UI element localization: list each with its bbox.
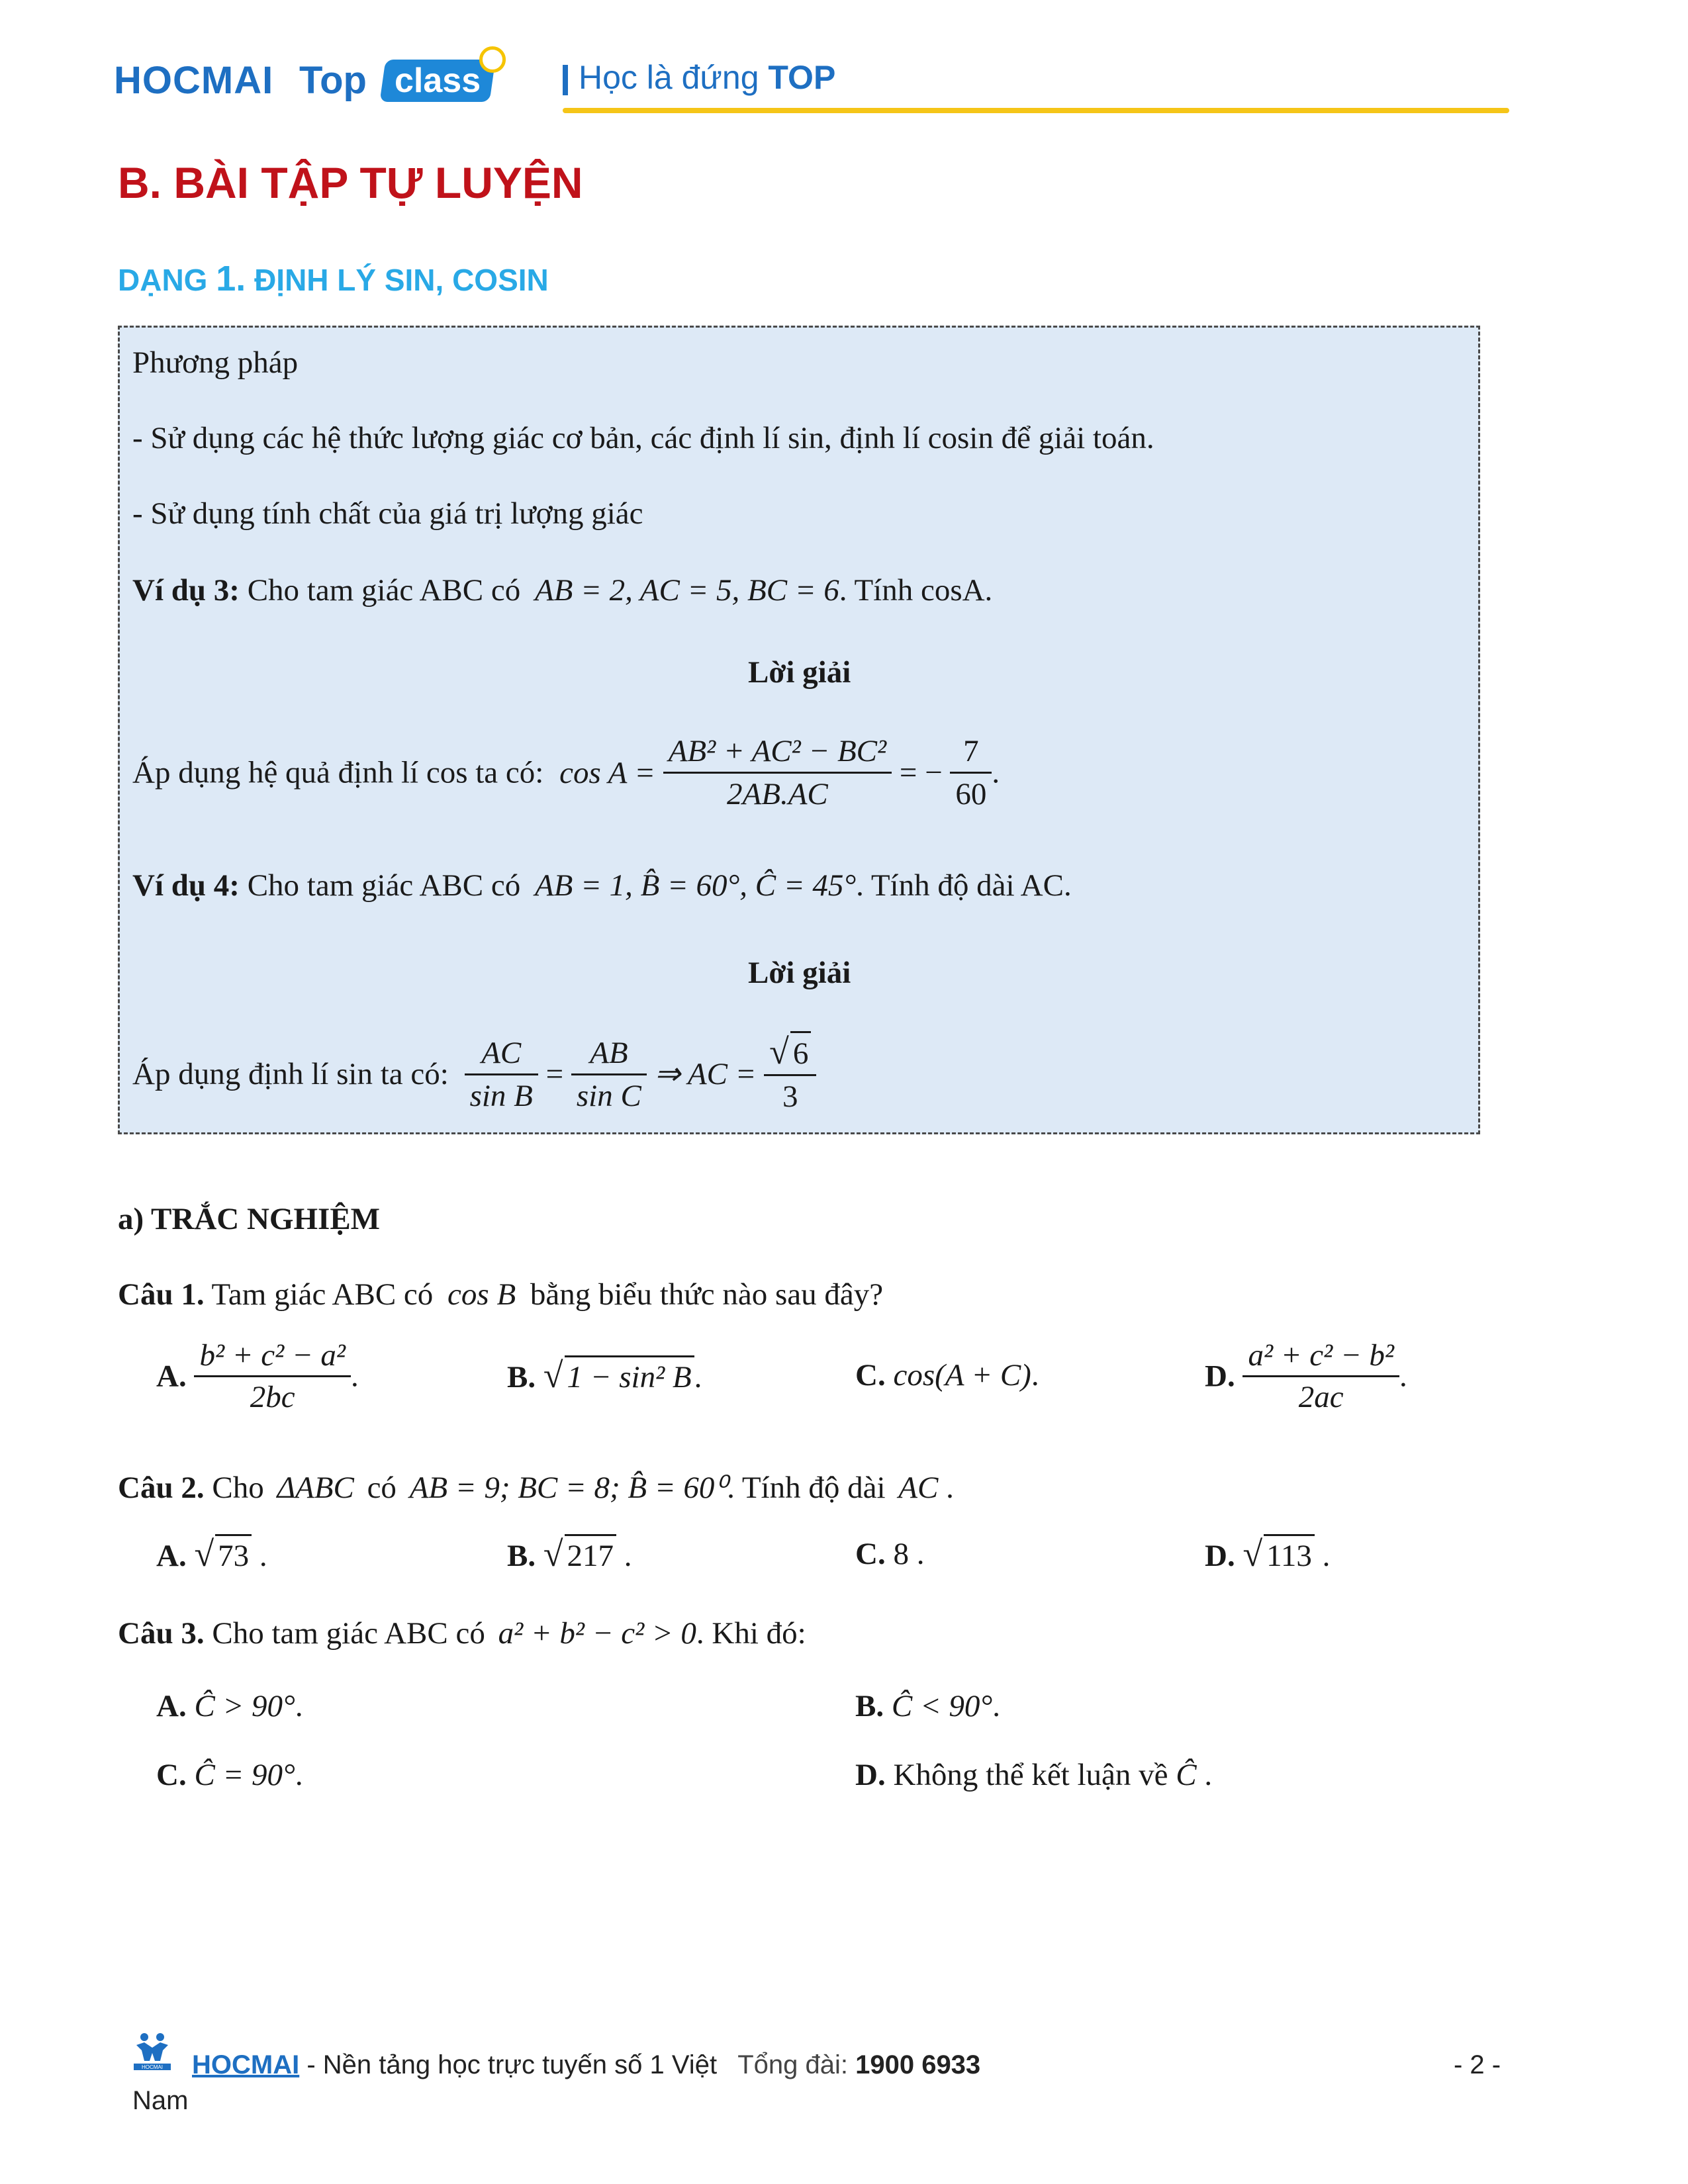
- method-bullet-1: - Sử dụng các hệ thức lượng giác cơ bản, các định lí sin, định lí cosin để giải toán.: [132, 421, 1154, 455]
- sol3-text: Áp dụng hệ quả định lí cos ta có:: [132, 755, 544, 790]
- q2-text-b: có: [367, 1471, 397, 1505]
- q1-b-val: 1 − sin² B: [565, 1355, 694, 1397]
- solution-4: Áp dụng định lí sin ta có: $\frac{AC}{\text{sin B}}$ = $\frac{AB}{\text{sin C}}$ ⇒ AC = $\frac{√ 6}{3}$: [132, 1031, 816, 1117]
- q1-text-a: Tam giác ABC có: [211, 1277, 434, 1312]
- vd3-end: . Tính cosA.: [839, 573, 993, 608]
- sol3-rnum: 7: [950, 731, 992, 774]
- tagline: [579, 58, 835, 97]
- q3-option-b: B. Ĉ < 90°.: [855, 1689, 1000, 1723]
- sol3-lhs: cos A =: [559, 755, 655, 790]
- q1-option-d: D. $\frac{\text{a² + c² − b²}}{2ac}$ .: [1205, 1336, 1407, 1417]
- q1-d-num: a² + c² − b²: [1243, 1336, 1399, 1377]
- example-4: [132, 866, 1072, 905]
- question-1: [118, 1275, 883, 1314]
- q1-b-label: B.: [507, 1360, 536, 1394]
- q2-d-val: 113: [1264, 1534, 1315, 1576]
- sol3-result: [950, 731, 992, 815]
- q3-option-d: D. Không thể kết luận về Ĉ .: [855, 1758, 1213, 1792]
- sol3-den: 2AB.AC: [727, 777, 828, 811]
- q3-text-a: Cho tam giác ABC có: [212, 1616, 485, 1651]
- vd4-label: Ví dụ 4:: [132, 868, 240, 903]
- logo-top: Top: [299, 59, 367, 102]
- q1-option-b: B. √ 1 − sin² B.: [507, 1355, 702, 1397]
- q1-math: cos B: [447, 1277, 516, 1312]
- section-title: B. BÀI TẬP TỰ LUYỆN: [118, 158, 583, 207]
- q2-c-label: C.: [855, 1537, 886, 1571]
- sqrt-icon: √: [194, 1534, 214, 1574]
- q3-b-label: B.: [855, 1689, 884, 1723]
- sol4-frac-2: [571, 1032, 647, 1116]
- q3-option-a: A. Ĉ > 90°.: [156, 1689, 303, 1723]
- q3-option-c: C. Ĉ = 90°.: [156, 1758, 303, 1792]
- tagline-highlight: TOP: [768, 59, 836, 96]
- q3-d-label: D.: [855, 1758, 886, 1792]
- solution-3: Áp dụng hệ quả định lí cos ta có: cos A = $\frac{\text{AB² + AC² − BC²}}{2AB.AC}$ = − $\frac{7}{60}$ .: [132, 731, 1000, 815]
- q3-d-val: Ĉ: [1176, 1758, 1197, 1792]
- hocmai-footer-logo-icon: [131, 2030, 173, 2073]
- sol4-frac-1: [465, 1032, 538, 1116]
- q1-a-num: b² + c² − a²: [194, 1336, 351, 1377]
- tagline-prefix: Học là đứng: [579, 59, 759, 96]
- vd3-math: AB = 2, AC = 5, BC = 6: [534, 573, 839, 608]
- sol4-n2: AB: [571, 1032, 647, 1075]
- sol4-d2: sin C: [576, 1078, 641, 1113]
- trac-nghiem-heading: a) TRẮC NGHIỆM: [118, 1202, 381, 1236]
- sol4-rnum: 6: [790, 1031, 812, 1074]
- sol4-result: [764, 1031, 816, 1117]
- q3-label: Câu 3.: [118, 1616, 205, 1651]
- q1-c-val: cos(A + C): [893, 1358, 1031, 1392]
- sol4-text: Áp dụng định lí sin ta có:: [132, 1057, 449, 1091]
- q1-d-label: D.: [1205, 1359, 1235, 1394]
- sqrt-icon: √: [1243, 1534, 1263, 1574]
- phuong-phap-label: Phương pháp: [132, 345, 299, 380]
- dang-number: 1.: [216, 259, 246, 298]
- q3-text-b: . Khi đó:: [696, 1616, 806, 1651]
- sol4-d1: sin B: [469, 1078, 533, 1113]
- q2-a-val: 73: [215, 1534, 252, 1576]
- footer-text: [192, 2050, 980, 2080]
- q2-math3: AC: [898, 1471, 939, 1505]
- q3-b-val: Ĉ < 90°: [891, 1689, 993, 1723]
- q2-math2: AB = 9; BC = 8; B̂ = 60⁰: [409, 1471, 727, 1505]
- q1-text-b: bằng biểu thức nào sau đây?: [530, 1277, 884, 1312]
- q3-a-val: Ĉ > 90°: [194, 1689, 295, 1723]
- q2-option-b: B. √ 217 .: [507, 1534, 632, 1576]
- sol4-n1: AC: [465, 1032, 538, 1075]
- logo-class-text: class: [394, 62, 481, 100]
- loi-giai-3: Lời giải: [748, 655, 851, 690]
- q1-label: Câu 1.: [118, 1277, 205, 1312]
- vd3-text: Cho tam giác ABC có: [247, 573, 521, 608]
- q3-d-text: Không thể kết luận về: [893, 1758, 1168, 1792]
- q1-a-label: A.: [156, 1359, 187, 1394]
- sol4-mid: ⇒ AC =: [654, 1057, 757, 1091]
- q2-option-a: A. √ 73 .: [156, 1534, 267, 1576]
- q2-option-d: D. √ 113 .: [1205, 1534, 1330, 1576]
- sol3-rden: 60: [955, 777, 987, 811]
- q2-d-label: D.: [1205, 1539, 1235, 1573]
- sqrt-icon: √: [543, 1534, 563, 1574]
- q2-text-c: . Tính độ dài: [727, 1471, 886, 1505]
- vd3-label: Ví dụ 3:: [132, 573, 240, 608]
- footer-nam: Nam: [132, 2086, 189, 2115]
- q3-math: a² + b² − c² > 0: [498, 1616, 696, 1651]
- sol3-eq: = −: [899, 755, 943, 790]
- q2-text-a: Cho: [212, 1471, 264, 1505]
- q3-c-label: C.: [156, 1758, 187, 1792]
- q3-a-label: A.: [156, 1689, 187, 1723]
- q1-d-frac: [1243, 1336, 1399, 1417]
- q2-b-label: B.: [507, 1539, 536, 1573]
- q2-c-val: 8: [893, 1537, 909, 1571]
- tagline-divider: [563, 65, 568, 95]
- q2-b-val: 217: [565, 1534, 617, 1576]
- header-rule: [563, 108, 1509, 113]
- q1-c-label: C.: [855, 1358, 886, 1392]
- q2-math: ΔABC: [277, 1471, 354, 1505]
- vd4-end: . Tính độ dài AC.: [856, 868, 1072, 903]
- example-3: [132, 570, 992, 610]
- footer-hotline: 1900 6933: [855, 2050, 981, 2079]
- footer-tagline: - Nền tảng học trực tuyến số 1 Việt: [306, 2050, 718, 2079]
- footer-brand-link[interactable]: HOCMAI: [192, 2050, 300, 2079]
- q1-d-den: 2ac: [1298, 1380, 1344, 1414]
- loi-giai-4: Lời giải: [748, 956, 851, 990]
- dang-prefix: DẠNG: [118, 263, 208, 297]
- question-3: [118, 1614, 806, 1653]
- dang-title: [118, 258, 549, 299]
- vd4-math: AB = 1, B̂ = 60°, Ĉ = 45°: [534, 868, 857, 903]
- footer-hotline-label: Tổng đài:: [737, 2050, 848, 2079]
- q2-option-c: C. 8 .: [855, 1537, 925, 1571]
- q2-label: Câu 2.: [118, 1471, 205, 1505]
- sqrt-icon: √: [769, 1032, 789, 1071]
- vd4-text: Cho tam giác ABC có: [247, 868, 521, 903]
- dang-heading: ĐỊNH LÝ SIN, COSIN: [254, 263, 549, 297]
- q1-a-den: 2bc: [250, 1380, 295, 1414]
- sol3-num: AB² + AC² − BC²: [663, 731, 892, 774]
- q1-option-c: C. cos(A + C).: [855, 1358, 1039, 1392]
- q1-option-a: A. $\frac{\text{b² + c² − a²}}{2bc}$ .: [156, 1336, 359, 1417]
- sun-icon: [479, 46, 506, 73]
- footer-logo-text: HOCMAI: [142, 2064, 163, 2070]
- sol4-rden: 3: [782, 1079, 798, 1114]
- q3-c-val: Ĉ = 90°: [194, 1758, 295, 1792]
- question-2: Câu 2. Cho ΔABC có AB = 9; BC = 8; B̂ = 60⁰. Tính độ dài AC .: [118, 1471, 954, 1505]
- q1-a-frac: [194, 1336, 351, 1417]
- logo-class: [380, 60, 496, 102]
- page-number: - 2 -: [1454, 2050, 1501, 2079]
- method-bullet-2: - Sử dụng tính chất của giá trị lượng giác: [132, 496, 643, 531]
- logo-hocmai: HOCMAI: [114, 59, 274, 102]
- q2-a-label: A.: [156, 1539, 187, 1573]
- sol3-fraction: [663, 731, 892, 815]
- sqrt-icon: √: [543, 1355, 563, 1395]
